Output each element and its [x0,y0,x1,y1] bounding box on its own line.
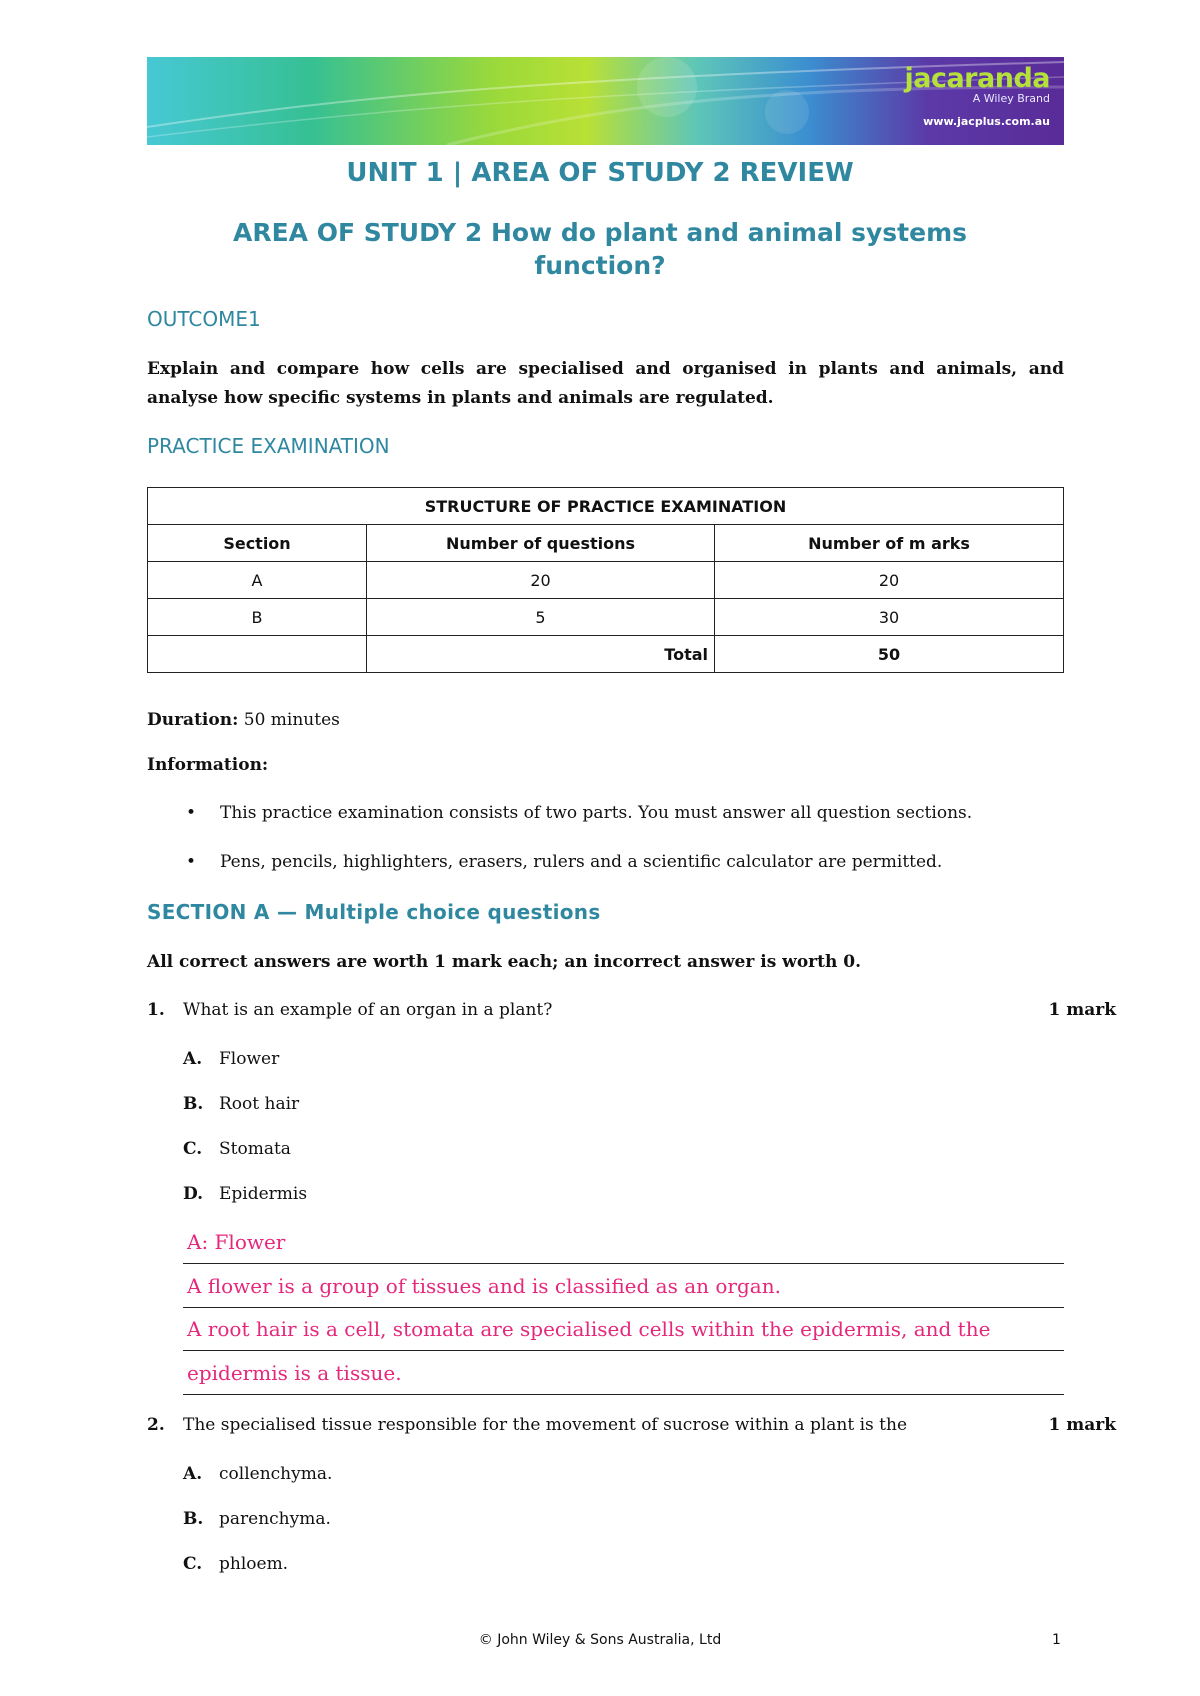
question-text: What is an example of an organ in a plant? [183,1000,553,1020]
section-a-note: All correct answers are worth 1 mark each; an incorrect answer is worth 0. [147,952,861,972]
option-letter: C. [183,1554,203,1574]
question-marks: 1 mark [1048,1000,1116,1020]
option-letter: A. [183,1464,203,1484]
option-text: Root hair [219,1094,300,1114]
option-text: collenchyma. [219,1464,333,1484]
table-cell: 5 [367,599,715,636]
table-header-cell: Number of m arks [715,525,1064,562]
section-a-heading: SECTION A — Multiple choice questions [147,900,601,924]
answer-line [183,1353,1064,1395]
footer-copyright: © John Wiley & Sons Australia, Ltd [478,1632,722,1648]
brand-logo[interactable] [904,63,1050,128]
table-cell: 20 [715,562,1064,599]
table-cell: B [148,599,367,636]
option-text: Flower [219,1049,280,1069]
question-text: The specialised tissue responsible for the movement of sucrose within a plant is the [183,1415,908,1435]
outcome-heading: OUTCOME1 [147,307,261,331]
table-row [148,562,1064,599]
brand-tagline: A Wiley Brand [972,92,1050,105]
table-header-cell: Number of questions [367,525,715,562]
page-title: UNIT 1 | AREA OF STUDY 2 REVIEW [346,158,854,188]
total-label: Total [367,636,715,673]
brand-name: jacaranda [904,63,1050,94]
question-number: 1. [147,1000,165,1020]
table-cell [148,636,367,673]
option-letter: C. [183,1139,203,1159]
table-total-row [148,636,1064,673]
answer-text: A: Flower [187,1230,286,1254]
table-cell: 30 [715,599,1064,636]
total-value: 50 [715,636,1064,673]
option-letter: D. [183,1184,204,1204]
outcome-text: Explain and compare how cells are specialised and organised in plants and animals, and analyse how specific systems in plants and animals are regulated. [147,359,1064,408]
answer-line [183,1266,1064,1308]
bullet-icon: • [186,852,197,872]
option-letter: A. [183,1049,203,1069]
table-cell: 20 [367,562,715,599]
bullet-icon: • [186,803,197,823]
duration [147,710,340,730]
duration-value: 50 minutes [243,710,340,730]
duration-label: Duration: [147,710,239,730]
answer-text: A root hair is a cell, stomata are specialised cells within the epidermis, and the [187,1317,991,1341]
answer-line [183,1222,1064,1264]
option-letter: B. [183,1094,204,1114]
answer-line [183,1309,1064,1351]
info-bullet: Pens, pencils, highlighters, erasers, rulers and a scientific calculator are permitted. [220,852,943,872]
page-subtitle: AREA OF STUDY 2 How do plant and animal systems function? [232,218,967,280]
info-bullet: This practice examination consists of two parts. You must answer all question sections. [220,803,973,823]
option-text: Stomata [219,1139,291,1159]
option-text: phloem. [219,1554,289,1574]
practice-heading: PRACTICE EXAMINATION [147,434,390,458]
option-text: Epidermis [219,1184,308,1204]
table-row [148,599,1064,636]
answer-text: epidermis is a tissue. [187,1361,402,1385]
header-banner [147,57,1064,145]
information-label: Information: [147,755,269,775]
table-header-cell: Section [148,525,367,562]
answer-text: A flower is a group of tissues and is classified as an organ. [187,1274,781,1298]
brand-url[interactable]: www.jacplus.com.au [923,115,1050,128]
option-text: parenchyma. [219,1509,331,1529]
question-marks: 1 mark [1048,1415,1116,1435]
table-cell: A [148,562,367,599]
page-number: 1 [1052,1632,1061,1648]
exam-structure-table [147,487,1064,673]
option-letter: B. [183,1509,204,1529]
question-number: 2. [147,1415,165,1435]
table-caption: STRUCTURE OF PRACTICE EXAMINATION [148,488,1064,525]
